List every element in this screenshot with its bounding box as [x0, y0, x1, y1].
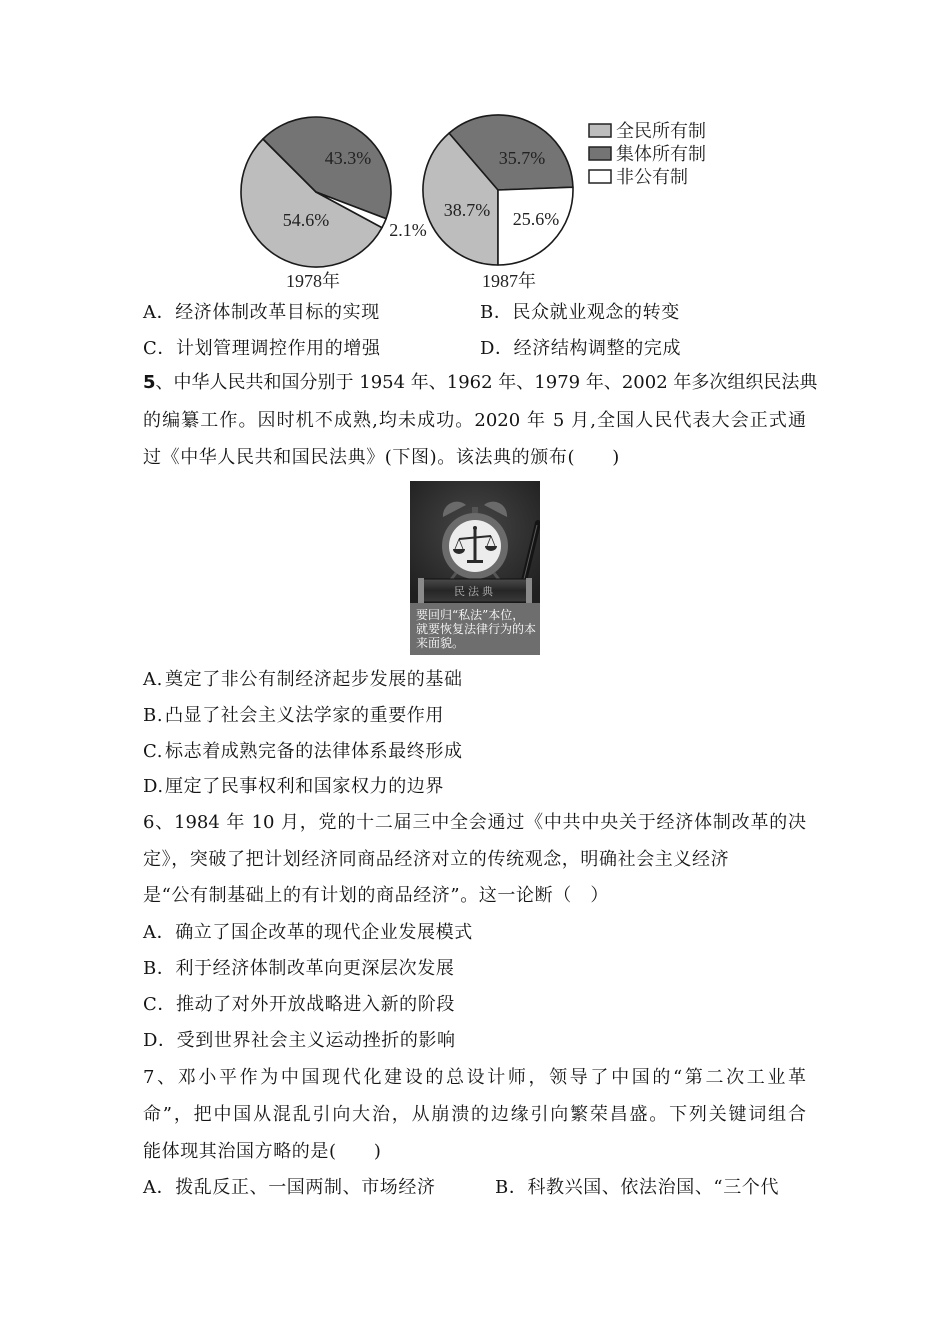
option-key: B. [143, 705, 164, 726]
q7-stem-line-2: 命”，把中国从混乱引向大治，从崩溃的边缘引向繁荣昌盛。下列关键词组合 [143, 1104, 806, 1125]
pie-1987-title: 1987年 [482, 271, 536, 291]
q5-option-b [143, 698, 444, 734]
option-key: D． [143, 1030, 177, 1051]
pie-1978-label-nonpublic: 2.1% [389, 220, 427, 240]
option-key: A. [143, 669, 163, 690]
pie-1987-label-collective: 35.7% [498, 148, 546, 168]
civil-code-scroll [418, 578, 532, 603]
q6-stem-line-2: 定》，突破了把计划经济同商品经济对立的传统观念，明确社会主义经济 [143, 849, 730, 870]
q7-option-a [143, 1170, 436, 1206]
option-text: 民众就业观念的转变 [512, 302, 680, 323]
q7-stem-line-1: 7、邓小平作为中国现代化建设的总设计师，领导了中国的“第二次工业革 [143, 1067, 806, 1088]
q6-stem-line-3: 是“公有制基础上的有计划的商品经济”。这一论断（ ） [143, 885, 610, 906]
option-key: A． [143, 1177, 176, 1198]
q6-option-b [143, 951, 454, 987]
option-key: C． [143, 994, 176, 1015]
legend-swatch-state [589, 124, 611, 137]
q5-stem-line-2: 的编纂工作。因时机不成熟,均未成功。2020 年 5 月,全国人民代表大会正式通 [143, 410, 806, 431]
civil-code-picture [410, 481, 540, 655]
option-text: 经济结构调整的完成 [513, 338, 682, 359]
caption-line-2: 就要恢复法律行为的本 [416, 622, 537, 636]
q4-option-b [480, 295, 680, 331]
option-key: B． [495, 1177, 528, 1198]
chart-legend [589, 121, 706, 187]
question-number: 5 [143, 372, 156, 393]
pie-1987 [423, 115, 573, 265]
option-key: B． [143, 958, 176, 979]
option-text: 利于经济体制改革向更深层次发展 [175, 958, 455, 979]
pie-1978-title: 1978年 [286, 271, 340, 291]
q5-option-a [143, 662, 463, 698]
q5-stem-line-3: 过《中华人民共和国民法典》(下图)。该法典的颁布( ) [143, 447, 620, 468]
option-text: 经济体制改革目标的实现 [175, 302, 380, 323]
q7-option-b [495, 1170, 779, 1206]
pie-1978-label-state: 54.6% [282, 210, 330, 230]
option-key: A． [143, 302, 176, 323]
q5-option-d [143, 769, 444, 805]
option-text: 拨乱反正、一国两制、市场经济 [175, 1177, 436, 1198]
option-key: C. [143, 741, 164, 762]
caption-line-1: 要回归“私法”本位， [416, 608, 525, 622]
pie-1978 [241, 117, 391, 267]
option-text: 标志着成熟完备的法律体系最终形成 [165, 741, 463, 762]
q5-stem-text: 、中华人民共和国分别于 1954 年、1962 年、1979 年、2002 年多次组织民法典 [155, 372, 818, 393]
option-text: 奠定了非公有制经济起步发展的基础 [165, 669, 463, 690]
option-text: 科教兴国、依法治国、“三个代 [527, 1177, 780, 1198]
option-key: C． [143, 338, 176, 359]
q4-option-c [143, 331, 381, 367]
option-text: 厘定了民事权利和国家权力的边界 [165, 776, 444, 797]
q6-option-d [143, 1023, 456, 1059]
option-text: 推动了对外开放战略进入新的阶段 [175, 994, 455, 1015]
q5-option-c [143, 734, 463, 770]
q7-stem-line-3: 能体现其治国方略的是( ) [143, 1141, 382, 1162]
q6-option-a [143, 915, 473, 951]
pie-1987-label-nonpublic: 25.6% [512, 209, 560, 229]
option-text: 计划管理调控作用的增强 [175, 338, 381, 359]
option-key: D． [480, 338, 514, 359]
legend-swatch-collective [589, 147, 611, 160]
scroll-title: 民法典 [454, 585, 496, 598]
pie-1987-label-state: 38.7% [443, 200, 491, 220]
option-text: 凸显了社会主义法学家的重要作用 [165, 705, 444, 726]
q6-stem-line-1: 6、1984 年 10 月，党的十二届三中全会通过《中共中央关于经济体制改革的决 [143, 812, 806, 833]
option-text: 确立了国企改革的现代企业发展模式 [175, 922, 473, 943]
option-key: D. [143, 776, 164, 797]
legend-label-collective: 集体所有制 [616, 144, 706, 164]
option-text: 受到世界社会主义运动挫折的影响 [176, 1030, 456, 1051]
q4-option-a [143, 295, 380, 331]
ownership-pie-charts [0, 0, 950, 300]
option-key: B． [480, 302, 513, 323]
caption-line-3: 来面貌。 [416, 636, 465, 650]
pie-1978-label-collective: 43.3% [324, 148, 372, 168]
legend-label-nonpublic: 非公有制 [616, 167, 688, 187]
option-key: A． [143, 922, 176, 943]
q5-stem-line-1 [143, 365, 818, 401]
legend-swatch-nonpublic [589, 170, 611, 183]
q6-option-c [143, 987, 455, 1023]
q4-option-d [480, 331, 681, 367]
legend-label-state: 全民所有制 [616, 121, 706, 141]
